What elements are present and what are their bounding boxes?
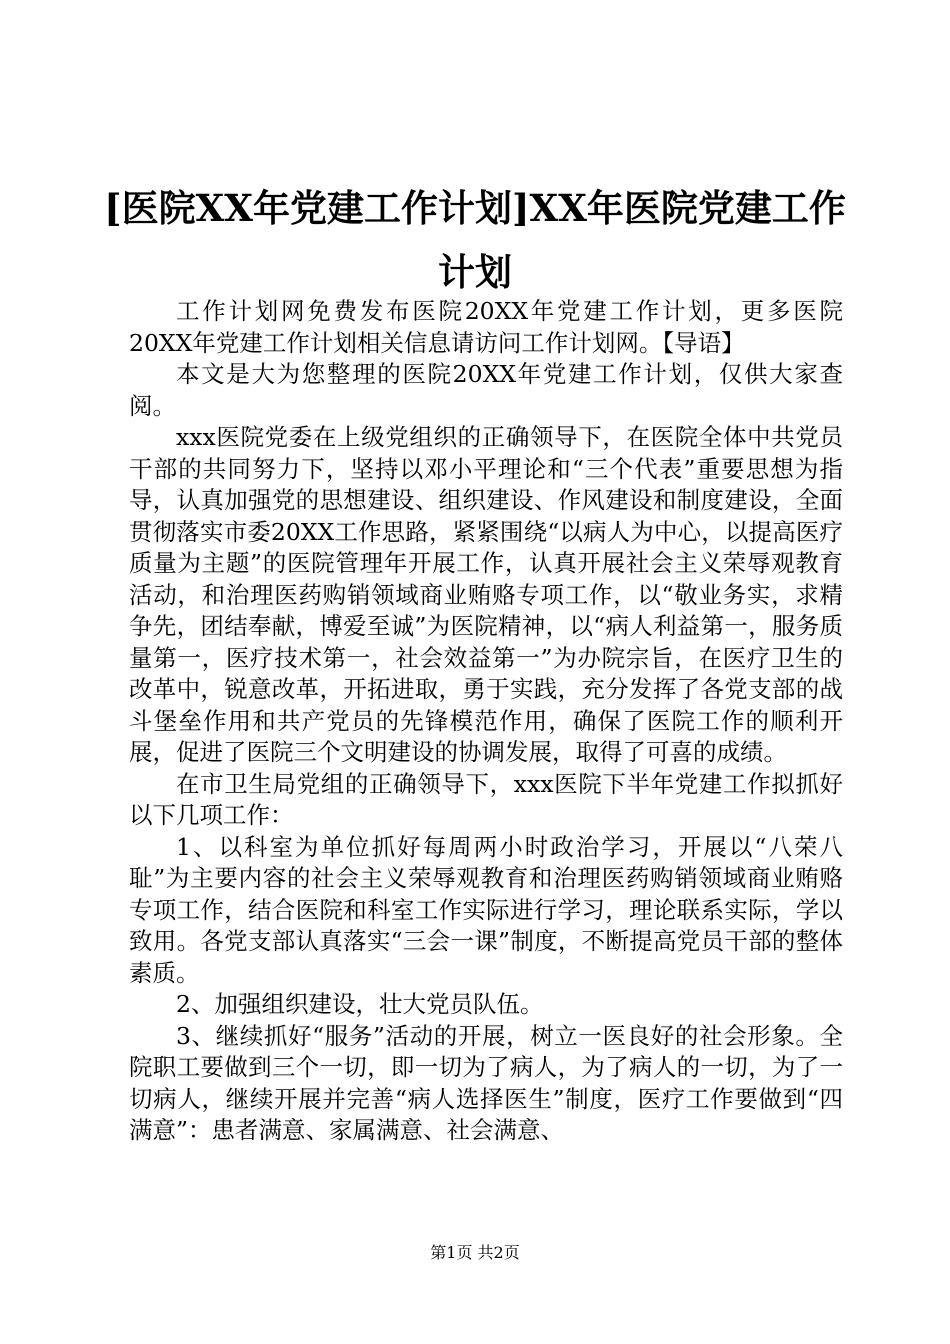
paragraph-item-1: 1、以科室为单位抓好每周两小时政治学习，开展以“八荣八耻”为主要内容的社会主义荣辱观教育和治理医药购销领域商业贿赂专项工作，结合医院和科室工作实际进行学习，理论联系实际，学以致用。各党支部认真落实“三会一课”制度，不断提高党员干部的整体素质。 [129, 832, 843, 987]
document-body [129, 296, 843, 1147]
paragraph-preface: 本文是大为您整理的医院20XX年党建工作计划，仅供大家查阅。 [129, 360, 843, 420]
paragraph-summary: xxx医院党委在上级党组织的正确领导下，在医院全体中共党员干部的共同努力下，坚持以邓小平理论和“三个代表”重要思想为指导，认真加强党的思想建设、组织建设、作风建设和制度建设，全面贯彻落实市委20XX工作思路，紧紧围绕“以病人为中心，以提高医疗质量为主题”的医院管理年开展工作，认真开展社会主义荣辱观教育活动，和治理医药购销领域商业贿赂专项工作，以“敬业务实，求精争先，团结奉献，博爱至诚”为医院精神，以“病人利益第一，服务质量第一，医疗技术第一，社会效益第一”为办院宗旨，在医疗卫生的改革中，锐意改革，开拓进取，勇于实践，充分发挥了各党支部的战斗堡垒作用和共产党员的先锋模范作用，确保了医院工作的顺利开展，促进了医院三个文明建设的协调发展，取得了可喜的成绩。 [129, 423, 843, 766]
paragraph-item-3: 3、继续抓好“服务”活动的开展，树立一医良好的社会形象。全院职工要做到三个一切，即一切为了病人，为了病人的一切，为了一切病人，继续开展并完善“病人选择医生”制度，医疗工作要做到“四满意”：患者满意、家属满意、社会满意、 [129, 1021, 843, 1144]
paragraph-item-2: 2、加强组织建设，壮大党员队伍。 [176, 990, 544, 1018]
page-number-footer: 第1页 共2页 [430, 1243, 520, 1262]
paragraph-intro: 工作计划网免费发布医院20XX年党建工作计划，更多医院20XX年党建工作计划相关信息请访问工作计划网。【导语】 [129, 297, 843, 357]
document-title: [医院XX年党建工作计划]XX年医院党建工作计划 [104, 186, 846, 294]
paragraph-plan-intro: 在市卫生局党组的正确领导下，xxx医院下半年党建工作拟抓好以下几项工作： [129, 769, 843, 829]
